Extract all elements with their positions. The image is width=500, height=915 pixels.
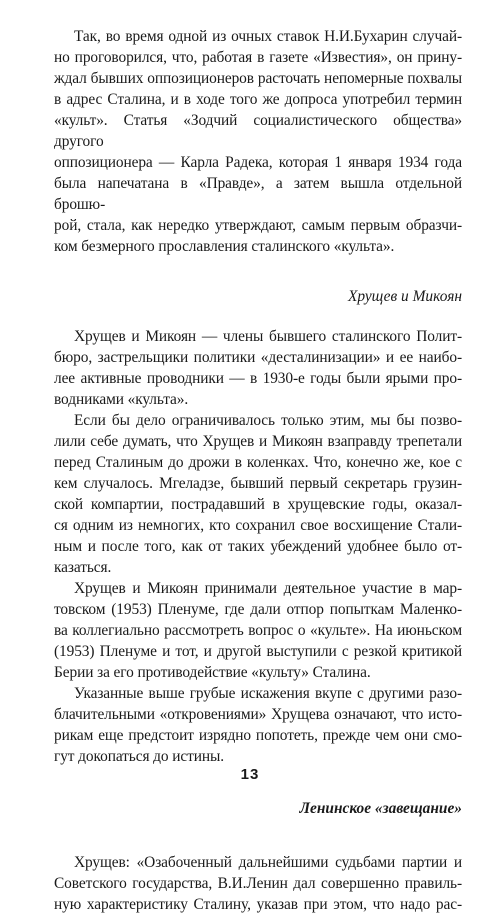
- text-line: гут докопаться до истины.: [54, 748, 224, 765]
- text-line: ва коллегиально рассмотреть вопрос о «культе». На июньском: [54, 622, 462, 639]
- paragraph-members-politburo: [54, 326, 462, 410]
- text-line: Если бы дело ограничивалось только этим, мы бы позво-: [74, 412, 462, 429]
- paragraph-khrushchev-quote: [54, 852, 462, 915]
- paragraph-if-only: [54, 410, 462, 578]
- section-heading-khrushchev-mikoyan: Хрущев и Микоян: [347, 288, 462, 305]
- text-line: товском (1953) Пленуме, где дали отпор попыткам Маленко-: [54, 601, 462, 618]
- text-line: ждал бывших оппозиционеров расточать непомерные похвалы: [54, 70, 462, 87]
- text-line: «культ». Статья «Зодчий социалистического общества» другого: [54, 112, 462, 150]
- text-line: перед Сталиным до дрожи в коленках. Что, конечно же, кое с: [54, 454, 462, 471]
- page-number: 13: [240, 766, 260, 783]
- text-line: казаться.: [54, 559, 112, 576]
- paragraph-distortions: [54, 683, 462, 767]
- text-line: ком безмерного прославления сталинского «культа».: [54, 238, 395, 255]
- text-line: водниками «культа».: [54, 391, 189, 408]
- text-line: лили себе думать, что Хрущев и Микоян взаправду трепетали: [54, 433, 462, 450]
- text-line: блачительными «откровениями» Хрущева означают, что исто-: [54, 706, 462, 723]
- text-line: кем случалось. Мгеладзе, бывший первый секретарь грузин-: [54, 475, 462, 492]
- text-line: Берии за его противодействие «культу» Сталина.: [54, 664, 371, 681]
- text-line: ную характеристику Сталину, указав при этом, что надо рас-: [54, 896, 462, 913]
- text-line: бюро, застрельщики политики «десталинизации» и ее наибо-: [54, 349, 462, 366]
- text-line: в адрес Сталина, и в ходе того же допроса употребил термин: [54, 91, 462, 108]
- paragraph-bukharin-radek: [54, 26, 462, 257]
- text-line: ся одним из немногих, кто сохранил свое восхищение Стали-: [54, 517, 462, 534]
- text-line: Указанные выше грубые искажения вкупе с другими разо-: [74, 685, 462, 702]
- text-line: оппозиционера — Карла Радека, которая 1 января 1934 года: [54, 154, 462, 171]
- text-line: ской компартии, пострадавший в хрущевские годы, оказал-: [54, 496, 462, 513]
- text-line: лее активные проводники — в 1930-е годы были ярыми про-: [54, 370, 462, 387]
- text-line: (1953) Пленуме и тот, и другой выступили с резкой критикой: [54, 643, 462, 660]
- text-line: была напечатана в «Правде», а затем вышла отдельной брошю-: [54, 175, 462, 213]
- text-line: но проговорился, что, работая в газете «Известия», он прину-: [54, 49, 462, 66]
- text-line: рикам еще предстоит изрядно попотеть, прежде чем они смо-: [54, 727, 462, 744]
- text-line: Хрущев и Микоян принимали деятельное участие в мар-: [74, 580, 462, 597]
- text-line: Хрущев и Микоян — члены бывшего сталинского Полит-: [74, 328, 462, 345]
- section-heading-lenin-testament: Ленинское «завещание»: [299, 800, 462, 817]
- text-line: Хрущев: «Озабоченный дальнейшими судьбами партии и: [74, 854, 462, 871]
- text-line: Советского государства, В.И.Ленин дал совершенно правиль-: [54, 875, 462, 892]
- text-line: ным и после того, как от таких убеждений удобнее было от-: [54, 538, 462, 555]
- text-line: рой, стала, как нередко утверждают, самым первым образчи-: [54, 217, 462, 234]
- paragraph-march-plenum: [54, 578, 462, 683]
- text-line: Так, во время одной из очных ставок Н.И.Бухарин случай-: [74, 28, 462, 45]
